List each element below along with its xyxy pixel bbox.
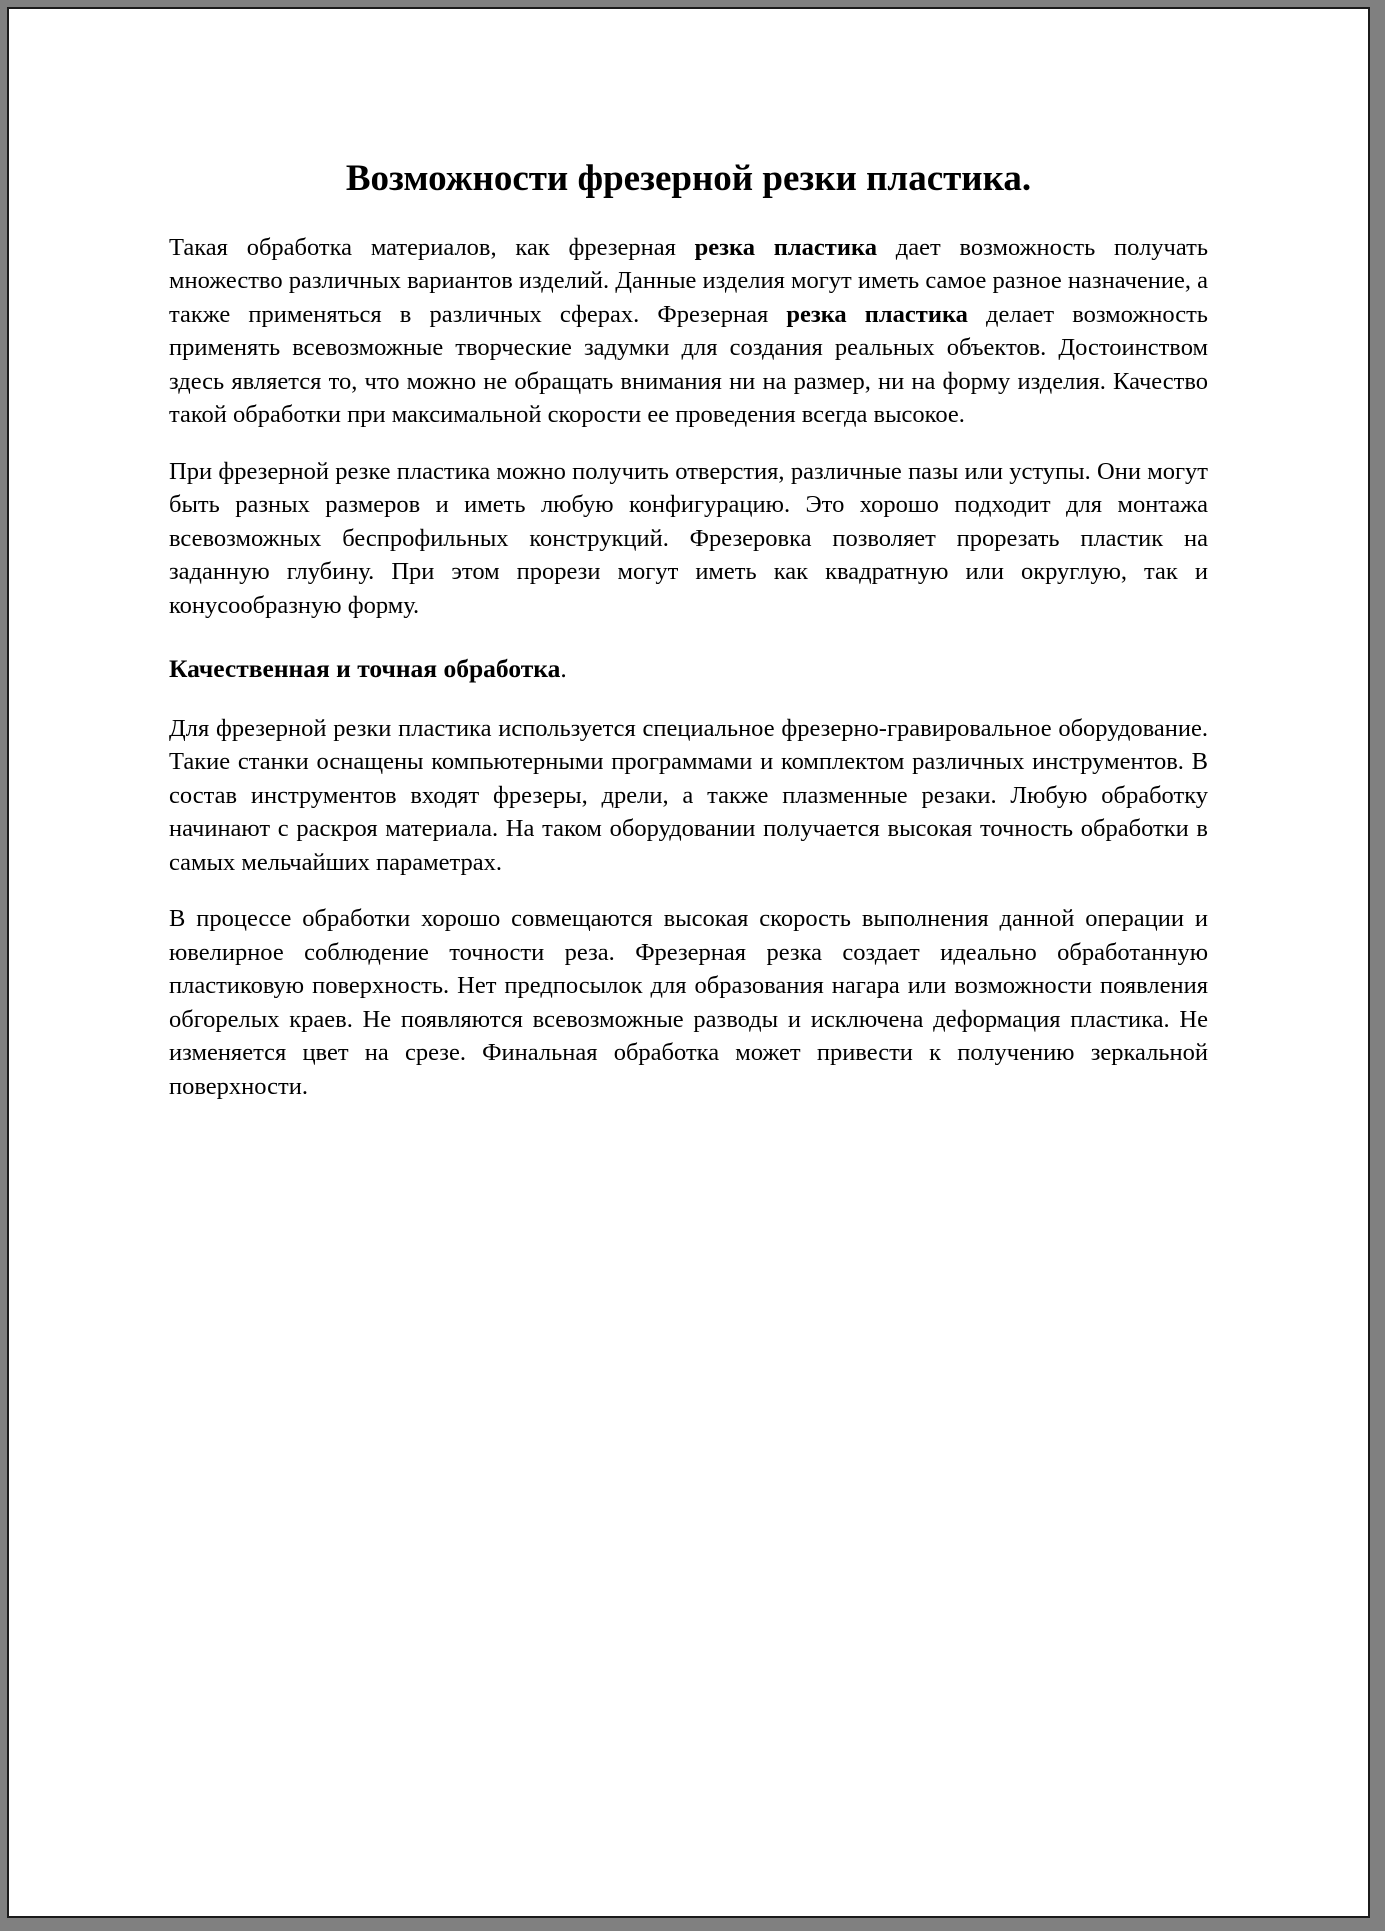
page-title: Возможности фрезерной резки пластика. — [345, 158, 1032, 199]
paragraph-intro — [169, 201, 1208, 432]
subheading-trailing-punctuation: . — [560, 654, 567, 684]
text-run: делает возможность применять всевозможные творческие задумки для создания реальных объектов. Достоинством здесь является то, что можно не обращать внимания ни на размер, ни на форму изделия. Качество такой обработки при максимальной скорости ее проведения всегда высокое. — [169, 300, 1208, 429]
document-content-area — [9, 9, 1368, 1103]
subheading-quality-processing — [169, 622, 1208, 686]
text-run: При фрезерной резке пластика можно получить отверстия, различные пазы или уступы. Они могут быть разных размеров и иметь любую конфигурацию. Это хорошо подходит для монтажа всевозможных беспрофильных конструкций. Фрезеровка позволяет прорезать пластик на заданную глубину. При этом прорези могут иметь как квадратную или округлую, так и конусообразную форму. — [169, 457, 1208, 619]
paragraph-surface-quality — [169, 879, 1208, 1103]
emphasis-keyword: резка пластика — [786, 300, 968, 328]
text-run: Для фрезерной резки пластика используется специальное фрезерно-гравировальное оборудование. Такие станки оснащены компьютерными программами и комплектом различных инструментов. В состав инструментов входят фрезеры, дрели, а также плазменные резаки. Любую обработку начинают с раскроя материала. На таком оборудовании получается высокая точность обработки в самых мельчайших параметрах. — [169, 714, 1208, 876]
paragraph-equipment — [169, 686, 1208, 880]
text-run: Такая обработка материалов, как фрезерная — [169, 233, 695, 261]
emphasis-keyword: Качественная и точная обработка — [169, 654, 561, 684]
document-body — [169, 201, 1208, 1104]
paragraph-holes-and-grooves — [169, 432, 1208, 623]
emphasis-keyword: резка пластика — [694, 233, 877, 261]
text-run: В процессе обработки хорошо совмещаются высокая скорость выполнения данной операции и ювелирное соблюдение точности реза. Фрезерная резка создает идеально обработанную пластиковую поверхность. Нет предпосылок для образования нагара или возможности появления обгорелых краев. Не появляются всевозможные разводы и исключена деформация пластика. Не изменяется цвет на срезе. Финальная обработка может привести к получению зеркальной поверхности. — [169, 905, 1208, 1100]
text-run: дает возможность получать множество различных вариантов изделий. Данные изделия могут иметь самое разное назначение, а также применяться в различных сферах. Фрезерная — [169, 233, 1209, 328]
document-page — [7, 7, 1370, 1918]
